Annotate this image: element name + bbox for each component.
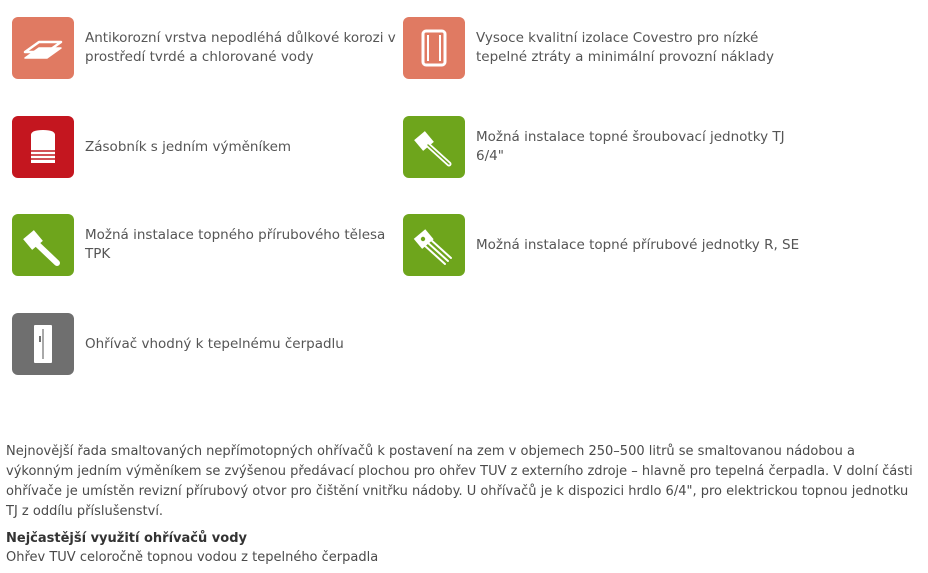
feature-screw-unit: [403, 116, 803, 178]
feature-single-exchanger: [12, 116, 397, 178]
feature-text: Ohřívač vhodný k tepelnému čerpadlu: [85, 335, 344, 352]
screw-heating-unit-icon: [403, 116, 465, 178]
enamel-layer-icon: [12, 17, 74, 79]
feature-heat-pump: [12, 313, 397, 375]
usage-title: Nejčastější využití ohřívačů vody: [6, 531, 247, 546]
insulation-icon: [403, 17, 465, 79]
feature-insulation: [403, 17, 803, 79]
usage-text: Ohřev TUV celoročně topnou vodou z tepelného čerpadla: [6, 550, 379, 565]
product-description: Nejnovější řada smaltovaných nepřímotopných ohřívačů k postavení na zem v objemech 250–500 litrů se smaltovanou nádobou a výkonným jedním výměníkem se zvýšenou předávací plochou pro ohřev TUV z externího zdroje – hlavně pro tepelná čerpadla. V dolní části ohřívače je umístěn revizní přírubový otvor pro čištění vnitřku nádoby. U ohřívačů je k dispozici hrdlo 6/4", pro elektrickou topnou jednotku TJ z oddílu příslušenství.: [6, 444, 913, 519]
feature-text: Možná instalace topné přírubové jednotky R, SE: [476, 236, 800, 253]
flange-heating-unit-icon: [403, 214, 465, 276]
heat-pump-icon: [12, 313, 74, 375]
feature-flange-tpk: [12, 214, 397, 276]
flange-heater-tpk-icon: [12, 214, 74, 276]
feature-text: Možná instalace topného přírubového tělesa TPK: [85, 227, 386, 262]
feature-text: Vysoce kvalitní izolace Covestro pro nízké tepelné ztráty a minimální provozní náklady: [476, 30, 774, 65]
feature-flange-r-se: [403, 214, 823, 276]
feature-enamel: [12, 17, 397, 79]
feature-text: Možná instalace topné šroubovací jednotky TJ 6/4": [476, 129, 785, 164]
feature-text: Antikorozní vrstva nepodléhá důlkové korozi v prostředí tvrdé a chlorované vody: [85, 30, 396, 65]
single-exchanger-tank-icon: [12, 116, 74, 178]
feature-text: Zásobník s jedním výměníkem: [85, 138, 292, 155]
